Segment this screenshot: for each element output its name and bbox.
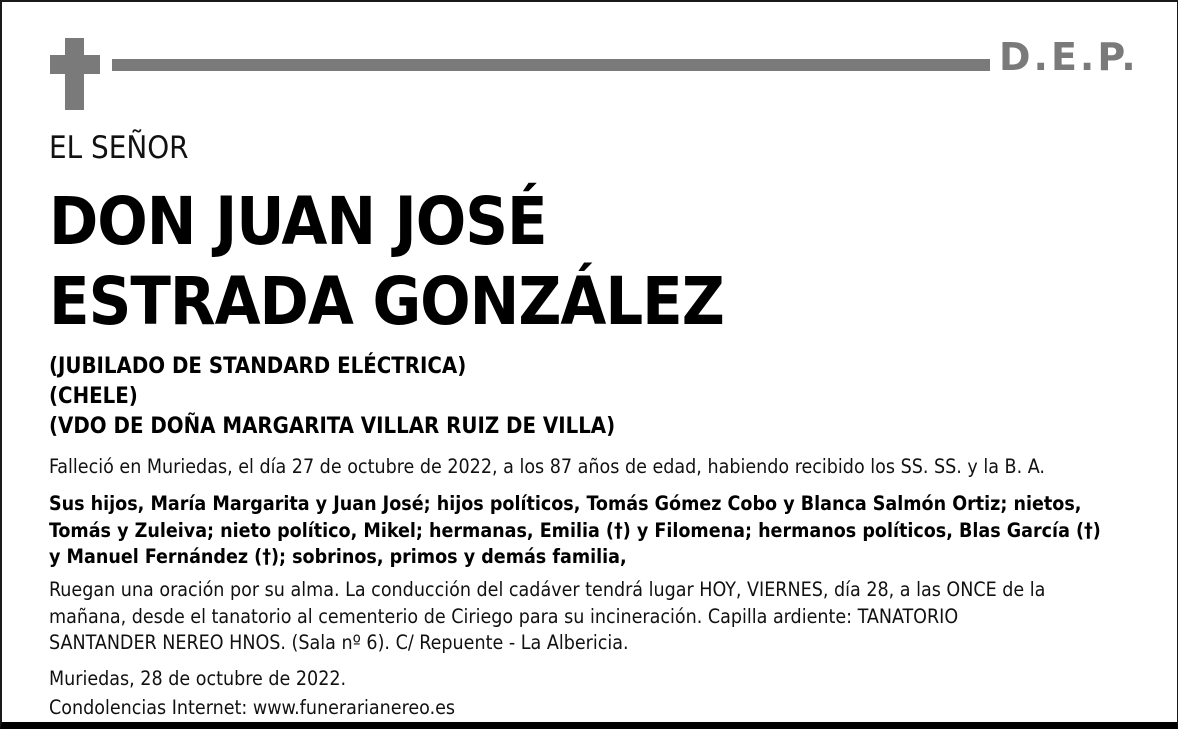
condolences-line: Condolencias Internet: www.funerarianereo.es: [49, 696, 456, 719]
family-line-2: Tomás y Zuleiva; nieto político, Mikel; hermanas, Emilia (†) y Filomena; hermanos políticos, Blas García (†): [49, 518, 1101, 542]
place-date: Muriedas, 28 de octubre de 2022.: [49, 667, 347, 690]
footer: [49, 664, 455, 722]
name-line-2: ESTRADA GONZÁLEZ: [49, 263, 724, 340]
death-statement: Falleció en Muriedas, el día 27 de octubre de 2022, a los 87 años de edad, habiendo recibido los SS. SS. y la B. A.: [49, 455, 1045, 478]
dep-label: D.E.P.: [999, 35, 1139, 79]
salutation: EL SEÑOR: [49, 130, 189, 166]
service-line-2: mañana, desde el tanatorio al cementerio de Ciriego para su incineración. Capilla ardiente: TANATORIO: [49, 604, 959, 628]
family-list: [49, 491, 1159, 571]
family-line-1: Sus hijos, María Margarita y Juan José; hijos políticos, Tomás Gómez Cobo y Blanca Salmón Ortiz; nietos,: [49, 492, 1082, 515]
cross-vertical-bar: [65, 38, 84, 110]
name-line-1: DON JUAN JOSÉ: [49, 183, 547, 260]
service-details: [49, 577, 1045, 657]
note-widower: (VDO DE DOÑA MARGARITA VILLAR RUIZ DE VILLA): [49, 414, 616, 439]
deceased-name: [49, 182, 724, 342]
family-line-3: y Manuel Fernández (†); sobrinos, primos y demás familia,: [49, 545, 627, 568]
header-rule: [112, 59, 990, 71]
deceased-notes: [49, 352, 615, 442]
cross-horizontal-bar: [50, 55, 100, 74]
service-line-3: SANTANDER NEREO HNOS. (Sala nº 6). C/ Repuente - La Albericia.: [49, 631, 629, 654]
note-nickname: (CHELE): [49, 384, 138, 409]
service-line-1: Ruegan una oración por su alma. La conducción del cadáver tendrá lugar HOY, VIERNES, día 28, a las ONCE de la: [49, 578, 1046, 601]
note-occupation: (JUBILADO DE STANDARD ELÉCTRICA): [49, 354, 467, 379]
